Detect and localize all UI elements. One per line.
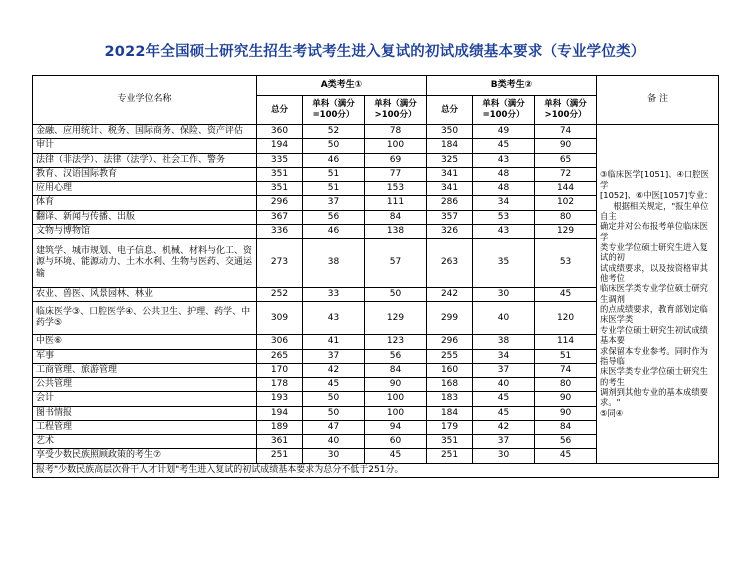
b-total: 351 [427,435,473,449]
a-gt100: 129 [365,302,427,335]
table-row [33,125,719,139]
a-le100: 51 [303,182,365,196]
b-total: 326 [427,224,473,238]
major-name: 享受少数民族照顾政策的考生⑦ [33,449,257,463]
b-le100: 38 [473,335,535,349]
major-name: 临床医学③、口腔医学④、公共卫生、护理、药学、中药学⑤ [33,302,257,335]
b-le100: 45 [473,406,535,420]
b-gt100: 72 [535,167,597,181]
b-le100: 48 [473,182,535,196]
a-le100: 56 [303,210,365,224]
remark-line: ⑤同④ [600,407,624,418]
a-gt100: 100 [365,406,427,420]
a-le100: 47 [303,420,365,434]
a-total: 367 [257,210,303,224]
col-header-b-single-gt100: 单科（满分>100分） [535,96,597,125]
a-le100: 46 [303,224,365,238]
remark-line: 的点成绩要求，教育部划定临床医学类 [600,304,708,325]
remark-line: 专业学位硕士研究生初试成绩基本要 [600,324,708,346]
b-total: 184 [427,139,473,153]
b-total: 357 [427,210,473,224]
b-le100: 34 [473,349,535,363]
a-gt100: 153 [365,182,427,196]
b-total: 160 [427,363,473,377]
a-gt100: 77 [365,167,427,181]
a-total: 361 [257,435,303,449]
b-le100: 35 [473,239,535,288]
a-gt100: 123 [365,335,427,349]
a-gt100: 100 [365,139,427,153]
a-total: 252 [257,288,303,302]
a-total: 251 [257,449,303,463]
a-le100: 45 [303,378,365,392]
major-name: 农业、兽医、风景园林、林业 [33,288,257,302]
b-total: 286 [427,196,473,210]
a-le100: 37 [303,196,365,210]
remark-notes [597,125,719,464]
b-total: 255 [427,349,473,363]
major-name: 军事 [33,349,257,363]
b-le100: 43 [473,224,535,238]
b-le100: 53 [473,210,535,224]
remark-line: 试成绩要求，以及按资格审其他考位 [600,262,708,284]
a-total: 336 [257,224,303,238]
b-total: 263 [427,239,473,288]
col-header-a-single-gt100: 单科（满分>100分） [365,96,427,125]
major-name: 建筑学、城市规划、电子信息、机械、材料与化工、资源与环境、能源动力、土木水利、生物与医药、交通运输 [33,239,257,288]
b-gt100: 80 [535,378,597,392]
b-le100: 30 [473,449,535,463]
a-le100: 50 [303,392,365,406]
remark-line: 调剂到其他专业的基本成绩要求。" [600,386,708,408]
footnote-text: 报考"少数民族高层次骨干人才计划"考生进入复试的初试成绩基本要求为总分不低于251分。 [33,463,719,477]
a-gt100: 84 [365,210,427,224]
a-total: 351 [257,167,303,181]
b-le100: 48 [473,167,535,181]
a-le100: 52 [303,125,365,139]
a-total: 360 [257,125,303,139]
major-name: 会计 [33,392,257,406]
b-le100: 45 [473,139,535,153]
a-gt100: 45 [365,449,427,463]
b-le100: 45 [473,392,535,406]
col-header-b-total: 总分 [427,96,473,125]
a-gt100: 138 [365,224,427,238]
remark-line: [1052]、⑥中医[1057]专业： [600,190,713,201]
b-gt100: 102 [535,196,597,210]
a-total: 170 [257,363,303,377]
col-header-group-b: B类考生② [427,76,597,96]
major-name: 中医⑥ [33,335,257,349]
b-total: 168 [427,378,473,392]
a-gt100: 50 [365,288,427,302]
a-total: 193 [257,392,303,406]
remark-line: 确定并对公布报考单位临床医学 [600,221,708,242]
document-page [0,40,750,570]
b-le100: 30 [473,288,535,302]
table-header-group-row [33,76,719,96]
b-le100: 34 [473,196,535,210]
b-total: 325 [427,153,473,167]
b-gt100: 45 [535,288,597,302]
b-total: 296 [427,335,473,349]
major-name: 法律（非法学）、法律（法学）、社会工作、警务 [33,153,257,167]
a-le100: 38 [303,239,365,288]
b-gt100: 90 [535,139,597,153]
a-le100: 50 [303,139,365,153]
b-gt100: 74 [535,363,597,377]
remark-line: 类专业学位硕士研究生进入复试的初 [600,241,708,263]
b-gt100: 129 [535,224,597,238]
a-total: 296 [257,196,303,210]
col-header-group-a: A类考生① [257,76,427,96]
remark-line: 求保留本专业参考。同时作为指导临 [600,345,708,366]
a-total: 306 [257,335,303,349]
major-name: 工程管理 [33,420,257,434]
b-gt100: 65 [535,153,597,167]
b-total: 242 [427,288,473,302]
a-gt100: 94 [365,420,427,434]
a-gt100: 60 [365,435,427,449]
col-header-b-single-le100: 单科（满分=100分） [473,96,535,125]
a-gt100: 100 [365,392,427,406]
remark-line: 根据相关规定，"报生单位自主 [600,200,709,221]
b-total: 184 [427,406,473,420]
b-le100: 42 [473,420,535,434]
b-le100: 40 [473,378,535,392]
a-le100: 40 [303,435,365,449]
a-gt100: 56 [365,349,427,363]
major-name: 审计 [33,139,257,153]
table-footnote-row [33,463,719,477]
b-gt100: 84 [535,420,597,434]
a-le100: 43 [303,302,365,335]
major-name: 艺术 [33,435,257,449]
a-gt100: 57 [365,239,427,288]
score-requirements-table [32,75,719,478]
b-total: 251 [427,449,473,463]
a-total: 189 [257,420,303,434]
a-le100: 42 [303,363,365,377]
a-total: 273 [257,239,303,288]
a-le100: 50 [303,406,365,420]
major-name: 文物与博物馆 [33,224,257,238]
b-gt100: 90 [535,392,597,406]
table-body [33,125,719,478]
a-le100: 30 [303,449,365,463]
major-name: 工商管理、旅游管理 [33,363,257,377]
b-total: 183 [427,392,473,406]
a-le100: 33 [303,288,365,302]
b-total: 350 [427,125,473,139]
a-gt100: 69 [365,153,427,167]
b-gt100: 74 [535,125,597,139]
b-gt100: 114 [535,335,597,349]
a-total: 265 [257,349,303,363]
remark-line: ③临床医学[1051]、④口腔医学 [600,169,709,190]
remark-line: 床医学类专业学位硕士研究生的考生 [600,366,708,387]
b-total: 341 [427,167,473,181]
b-total: 179 [427,420,473,434]
major-name: 体育 [33,196,257,210]
major-name: 翻译、新闻与传播、出版 [33,210,257,224]
a-le100: 46 [303,153,365,167]
b-gt100: 56 [535,435,597,449]
b-gt100: 51 [535,349,597,363]
a-total: 309 [257,302,303,335]
a-gt100: 78 [365,125,427,139]
b-gt100: 80 [535,210,597,224]
b-total: 341 [427,182,473,196]
col-header-remark: 备 注 [597,76,719,125]
a-total: 335 [257,153,303,167]
major-name: 图书情报 [33,406,257,420]
col-header-major-name: 专业学位名称 [33,76,257,125]
a-le100: 37 [303,349,365,363]
b-gt100: 144 [535,182,597,196]
b-gt100: 53 [535,239,597,288]
b-gt100: 45 [535,449,597,463]
b-le100: 37 [473,363,535,377]
a-gt100: 84 [365,363,427,377]
a-gt100: 90 [365,378,427,392]
major-name: 金融、应用统计、税务、国际商务、保险、资产评估 [33,125,257,139]
major-name: 应用心理 [33,182,257,196]
b-gt100: 90 [535,406,597,420]
major-name: 公共管理 [33,378,257,392]
b-gt100: 120 [535,302,597,335]
b-le100: 37 [473,435,535,449]
major-name: 教育、汉语国际教育 [33,167,257,181]
remark-line: 临床医学类专业学位硕士研究生调剂 [600,283,708,304]
a-total: 194 [257,406,303,420]
a-total: 194 [257,139,303,153]
score-table-container [32,75,718,478]
a-total: 351 [257,182,303,196]
a-total: 178 [257,378,303,392]
col-header-a-total: 总分 [257,96,303,125]
b-le100: 49 [473,125,535,139]
a-gt100: 111 [365,196,427,210]
b-total: 299 [427,302,473,335]
a-le100: 41 [303,335,365,349]
col-header-a-single-le100: 单科（满分=100分） [303,96,365,125]
page-title: 2022年全国硕士研究生招生考试考生进入复试的初试成绩基本要求（专业学位类） [104,44,646,60]
b-le100: 40 [473,302,535,335]
a-le100: 51 [303,167,365,181]
b-le100: 43 [473,153,535,167]
